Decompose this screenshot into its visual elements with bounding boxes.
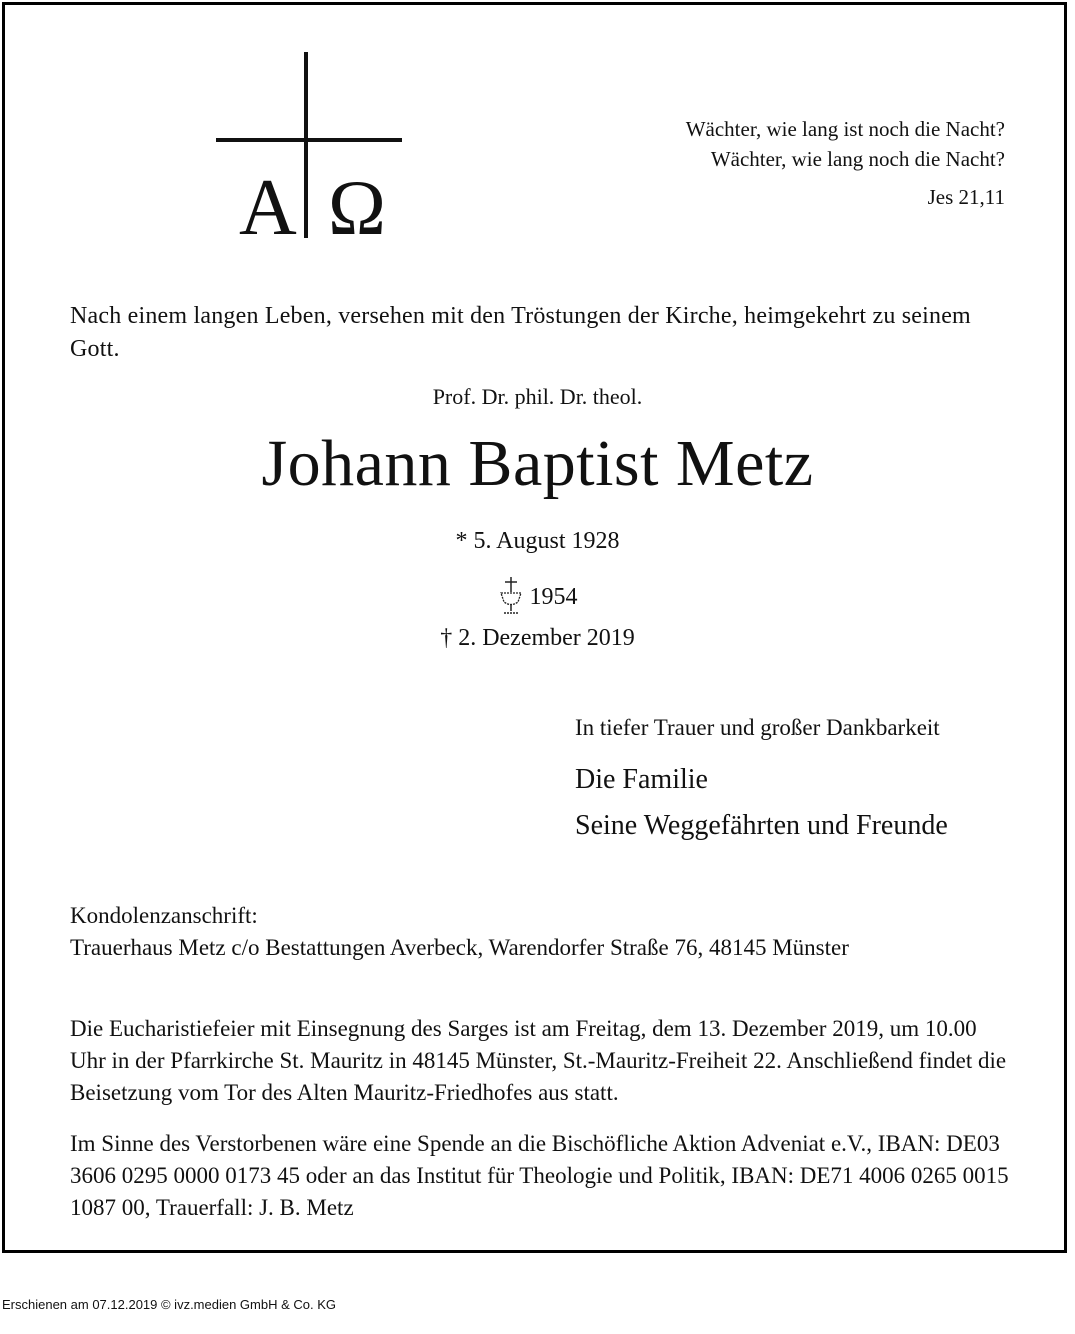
mourner-friends: Seine Weggefährten und Freunde [575, 810, 948, 841]
mourning-intro: In tiefer Trauer und großer Dankbarkeit [575, 715, 940, 740]
ordination-line [0, 576, 1075, 616]
condolence-label: Kondolenzanschrift: [70, 903, 258, 928]
birth-date: * 5. August 1928 [455, 528, 620, 554]
ordination-year: 1954 [529, 584, 578, 610]
donation-info: Im Sinne des Verstorbenen wäre eine Spende an die Bischöfliche Aktion Adveniat e.V., IBAN: DE03 3606 0295 0000 0173 45 oder an das Institut für Theologie und Politik, IBAN: DE71 4006 0265 0015 1087 00, Trauerfall: J. B. Metz [70, 1131, 1009, 1220]
publication-footer: Erschienen am 07.12.2019 © ivz.medien GmbH & Co. KG [2, 1297, 337, 1312]
deceased-name: Johann Baptist Metz [261, 427, 814, 500]
intro-text: Nach einem langen Leben, versehen mit den Tröstungen der Kirche, heimgekehrt zu seinem Gott. [70, 303, 971, 362]
cross-alpha-omega-icon [212, 52, 407, 242]
alpha-letter: A [239, 164, 297, 242]
death-date: † 2. Dezember 2019 [440, 625, 635, 651]
academic-titles: Prof. Dr. phil. Dr. theol. [432, 384, 643, 409]
quote-line-2: Wächter, wie lang noch die Nacht? [710, 147, 1005, 171]
condolence-address-block [70, 900, 849, 964]
service-info: Die Eucharistiefeier mit Einsegnung des Sarges ist am Freitag, dem 13. Dezember 2019, um 10.00 Uhr in der Pfarrkirche St. Mauritz in 48145 Münster, St.-Mauritz-Freiheit 22. Anschließend findet die Beisetzung vom Tor des Alten Mauritz-Friedhofes aus statt. [70, 1016, 1007, 1105]
quote-line-1: Wächter, wie lang ist noch die Nacht? [685, 117, 1005, 141]
omega-letter: Ω [328, 164, 386, 242]
quote-reference: Jes 21,11 [927, 185, 1005, 209]
mourner-family: Die Familie [575, 764, 708, 795]
chalice-cross-icon [498, 576, 524, 616]
condolence-address: Trauerhaus Metz c/o Bestattungen Averbeck, Warendorfer Straße 76, 48145 Münster [70, 935, 849, 960]
bible-quote [686, 114, 1005, 212]
